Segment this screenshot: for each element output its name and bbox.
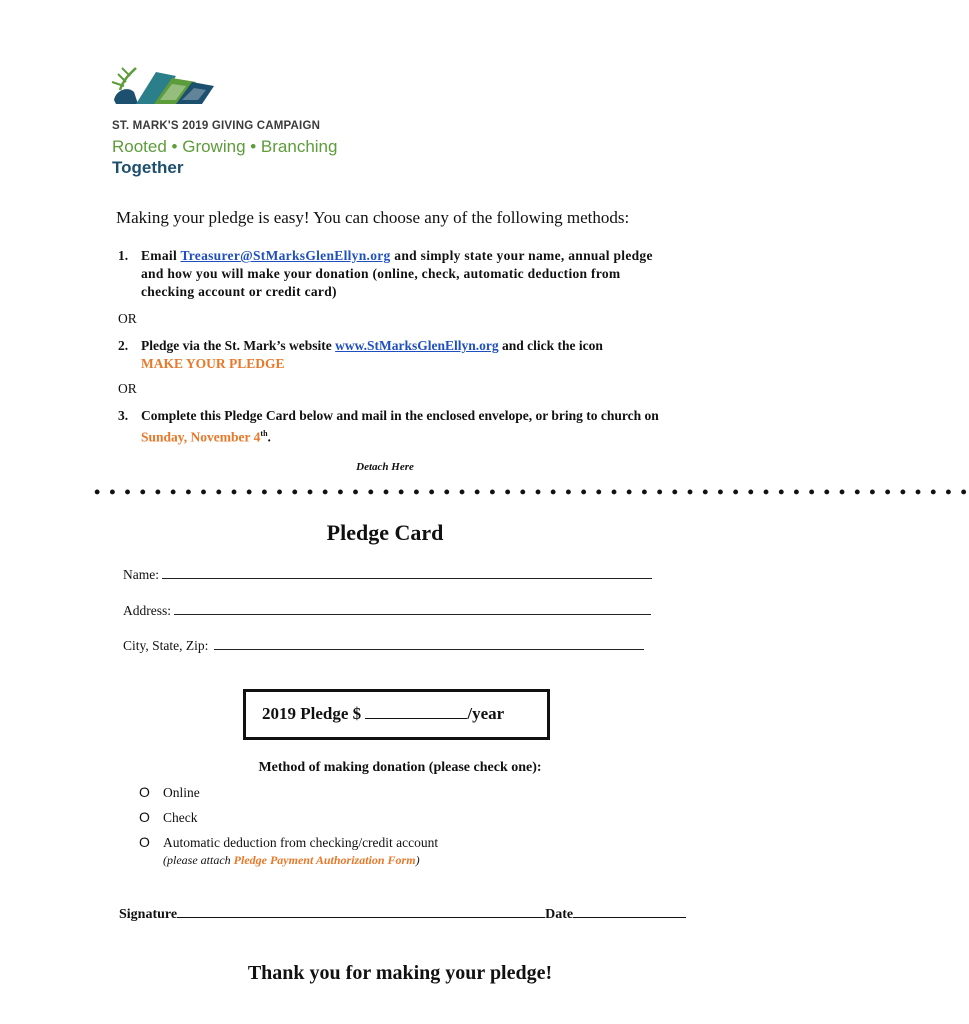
note-text: (please attach <box>163 853 234 867</box>
intro-text: Making your pledge is easy! You can choose any of the following methods: <box>116 208 630 227</box>
signature-line[interactable] <box>177 905 545 918</box>
option-label: Check <box>163 810 198 825</box>
method-text: and click the icon <box>498 338 603 353</box>
thank-you-text: Thank you for making your pledge! <box>247 962 553 984</box>
method-text: . <box>267 429 271 445</box>
date-label: Date <box>545 907 574 922</box>
name-line[interactable] <box>162 566 652 579</box>
method-text: Pledge via the St. Mark’s website <box>141 338 336 353</box>
signature-row <box>119 905 686 923</box>
or-label: OR <box>118 381 137 396</box>
note-text: ) <box>415 853 420 867</box>
or-label: OR <box>118 311 137 326</box>
signature-label: Signature <box>119 907 178 922</box>
campaign-title: ST. MARK'S 2019 GIVING CAMPAIGN <box>112 120 321 132</box>
treasurer-email-link[interactable]: Treasurer@StMarksGlenEllyn.org <box>180 248 391 263</box>
method-text: and simply state your name, annual pledge and how you will make your donation (online, check, automatic deduction from checking account or credit card) <box>141 248 653 299</box>
make-your-pledge-text: MAKE YOUR PLEDGE <box>141 356 285 371</box>
name-label: Name: <box>123 567 159 582</box>
address-line[interactable] <box>174 602 651 615</box>
option-label: Automatic deduction from checking/credit account <box>163 835 439 850</box>
method-text: Complete this Pledge Card below and mail in the enclosed envelope, or bring to church on <box>141 408 659 423</box>
address-label: Address: <box>123 603 171 618</box>
detach-dotted-line: • • • • • • • • • • • • • • • • • • • • • • • • • • • • • • • • • • • • • • • • • • • • • • • • • • • • • • • • • • <box>94 482 969 502</box>
name-field[interactable] <box>123 566 663 583</box>
pledge-prefix: 2019 Pledge $ <box>262 704 362 723</box>
method-number: 3. <box>118 408 129 423</box>
pledge-suffix: /year <box>467 704 505 723</box>
city-state-zip-field[interactable] <box>123 637 663 654</box>
city-state-zip-label: City, State, Zip: <box>123 638 209 653</box>
city-state-zip-line[interactable] <box>214 637 644 650</box>
checkbox-circle-icon[interactable]: O <box>139 784 150 800</box>
option-check[interactable] <box>139 809 198 826</box>
deadline-date-suffix: th <box>260 429 268 438</box>
checkbox-circle-icon[interactable]: O <box>139 809 150 825</box>
authorization-form-text: Pledge Payment Authorization Form <box>233 853 416 867</box>
option-label: Online <box>163 785 200 800</box>
option-online[interactable] <box>139 784 200 801</box>
pledge-amount-field[interactable] <box>262 704 504 724</box>
date-line[interactable] <box>573 905 686 918</box>
option-automatic[interactable] <box>139 834 438 851</box>
method-title: Method of making donation (please check one): <box>258 760 542 775</box>
address-field[interactable] <box>123 602 663 619</box>
method-text: Email <box>141 248 181 263</box>
authorization-note <box>163 853 420 868</box>
deadline-date: Sunday, November 4 <box>141 429 261 445</box>
method-number: 1. <box>118 248 129 263</box>
checkbox-circle-icon[interactable]: O <box>139 834 150 850</box>
method-number: 2. <box>118 338 129 353</box>
pledge-amount-line[interactable] <box>365 704 467 719</box>
campaign-tagline: Rooted • Growing • Branching <box>112 137 338 156</box>
pledge-card-title: Pledge Card <box>326 520 444 545</box>
campaign-together: Together <box>112 158 184 177</box>
detach-here-label: Detach Here <box>356 461 414 473</box>
website-link[interactable]: www.StMarksGlenEllyn.org <box>335 338 499 353</box>
church-logo-icon <box>106 60 226 120</box>
